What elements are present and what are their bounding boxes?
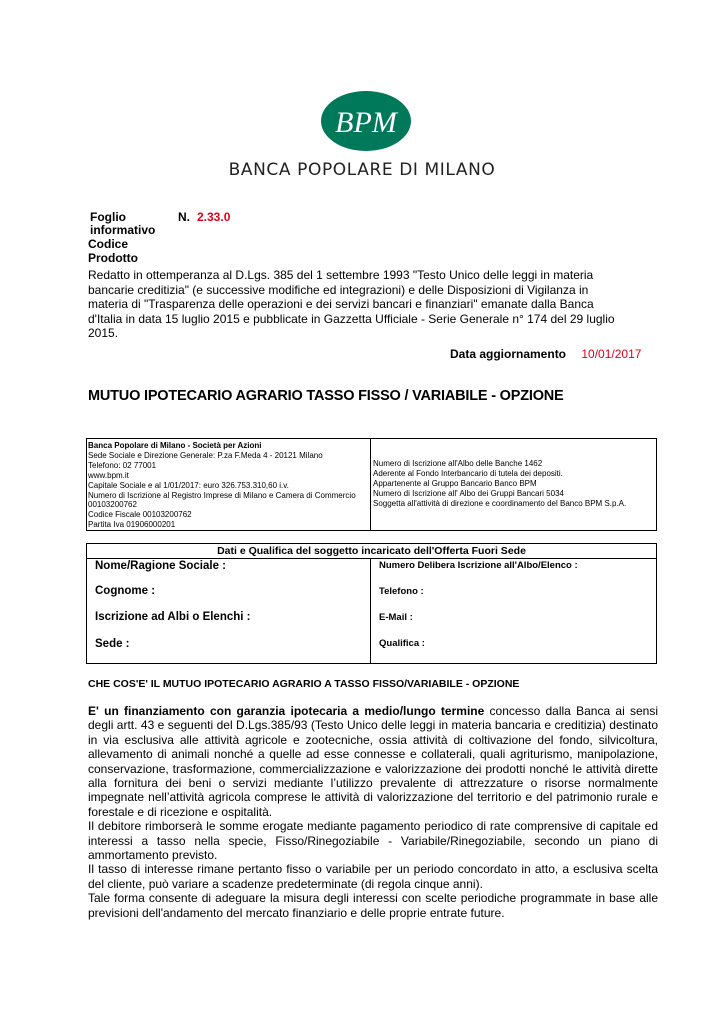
bank-info-left — [87, 439, 371, 530]
bank-info-line: Partita Iva 01906000201 — [88, 520, 176, 530]
offer-table-header: Dati e Qualifica del soggetto incaricato dell'Offerta Fuori Sede — [87, 544, 656, 559]
n-label: N. — [178, 210, 190, 224]
bank-info-line: Soggetta all'attività di direzione e coordinamento del Banco BPM S.p.A. — [373, 498, 627, 508]
iscrizione-albi-label: Iscrizione ad Albi o Elenchi : — [95, 611, 251, 623]
intro-paragraph — [88, 268, 648, 341]
cognome-label: Cognome : — [95, 585, 156, 597]
bank-info-line: Numero di Iscrizione all'Albo delle Banche 1462 — [373, 459, 543, 468]
bank-info-right — [372, 459, 626, 509]
n-value: 2.33.0 — [197, 210, 231, 224]
intro-line: d'Italia in data 15 luglio 2015 e pubblicate in Gazzetta Ufficiale - Serie Generale n° 174 del 29 luglio — [88, 311, 615, 326]
date-label: Data aggiornamento — [450, 347, 567, 361]
paragraph-4: Tale forma consente di adeguare la misura degli interessi con scelte periodiche programmate in base alle previsioni dell'andamento del mercato finanziario e delle proprie entrate future. — [88, 891, 658, 920]
logo-bank-name: BANCA POPOLARE DI MILANO — [228, 160, 496, 180]
bank-info-table — [86, 438, 657, 531]
sede-label: Sede : — [95, 638, 130, 650]
informativo-label: informativo — [90, 223, 156, 237]
bank-info-line: Sede Sociale e Direzione Generale: P.za F.Meda 4 - 20121 Milano — [88, 450, 323, 460]
intro-line: materia di "Trasparenza delle operazioni e dei servizi bancari e finanziari" emanate dalla Banca — [88, 297, 594, 312]
document-title: MUTUO IPOTECARIO AGRARIO TASSO FISSO / VARIABILE - OPZIONE — [88, 388, 564, 404]
nome-ragione-sociale-label: Nome/Ragione Sociale : — [95, 560, 227, 572]
bank-info-line: www.bpm.it — [88, 470, 129, 480]
paragraph-2: Il debitore rimborserà le somme erogate mediante pagamento periodico di rate comprensive di capitale ed interessi a tasso nella specie, Fisso/Rinegoziabile - Variabile/Rinegoziabile, secondo un piano di ammortamento previsto. — [88, 819, 658, 863]
bank-info-line: Aderente al Fondo Interbancario di tutela dei depositi. — [373, 468, 563, 478]
bank-info-line: Appartenente al Gruppo Bancario Banco BPM — [373, 478, 537, 488]
paragraph-1-text: concesso dalla Banca ai sensi degli artt. 43 e seguenti del D.Lgs.385/93 (Testo Unico delle leggi in materia bancaria e creditizia) destinato in via esclusiva alle attività agricole e zootecniche, ossia attività di coltivazione del fondo, silvicoltura, allevamento di animali nonché a quelle ad esse connesse e collaterali, quali agriturismo, manipolazione, conservazione, trasformazione, commercializzazione e valorizzazione dei prodotti nonché le attività dirette alla fornitura dei beni o servizi mediante l’utilizzo prevalente di attrezzature o risorse normalmente impegnate nell’attività agricola comprese le attività di valorizzazione del territorio e del patrimonio rurale e forestale e di ricezione e ospitalità. — [88, 704, 658, 819]
date-row — [450, 347, 641, 361]
bpm-logo — [320, 90, 412, 152]
logo-mark-text: BPM — [335, 106, 397, 139]
offer-table — [86, 543, 657, 664]
numero-delibera-label: Numero Delibera Iscrizione all'Albo/Elenco : — [379, 560, 578, 571]
foglio-label: Foglio — [90, 210, 126, 224]
bank-info-line: Banca Popolare di Milano - Società per Azioni — [88, 441, 262, 450]
bank-info-line: Telefono: 02 77001 — [88, 460, 157, 470]
qualifica-label: Qualifica : — [379, 638, 425, 649]
intro-line: 2015. — [88, 326, 119, 341]
paragraph-3: Il tasso di interesse rimane pertanto fisso o variabile per un periodo concordato in atto, a esclusiva scelta del cliente, può variare a scadenze predeterminate (di regola cinque anni). — [88, 862, 658, 891]
codice-label: Codice — [88, 237, 129, 251]
intro-line: bancarie creditizia" (e successive modifiche ed integrazioni) e delle Disposizioni di Vigilanza in — [88, 282, 589, 297]
section-title: CHE COS'E' IL MUTUO IPOTECARIO AGRARIO A TASSO FISSO/VARIABILE - OPZIONE — [88, 678, 520, 690]
paragraph-1-bold: E' un finanziamento con garanzia ipotecaria a medio/lungo termine — [88, 704, 485, 718]
prodotto-label: Prodotto — [88, 251, 138, 265]
bank-info-line: Numero di Iscrizione al Registro Imprese di Milano e Camera di Commercio — [88, 490, 356, 500]
email-label: E-Mail : — [379, 612, 413, 623]
telefono-label: Telefono : — [379, 586, 424, 597]
bank-info-line: Numero di Iscrizione all' Albo dei Gruppi Bancari 5034 — [373, 488, 564, 498]
intro-line: Redatto in ottemperanza al D.Lgs. 385 del 1 settembre 1993 "Testo Unico delle leggi in materia — [88, 268, 594, 282]
bank-info-line: 00103200762 — [88, 500, 137, 510]
date-value: 10/01/2017 — [581, 347, 642, 361]
paragraph-1 — [88, 704, 658, 819]
section-body — [88, 704, 658, 920]
bank-info-line: Capitale Sociale e al 1/01/2017: euro 326.753.310,60 i.v. — [88, 480, 289, 490]
bank-info-line: Codice Fiscale 00103200762 — [88, 510, 192, 520]
